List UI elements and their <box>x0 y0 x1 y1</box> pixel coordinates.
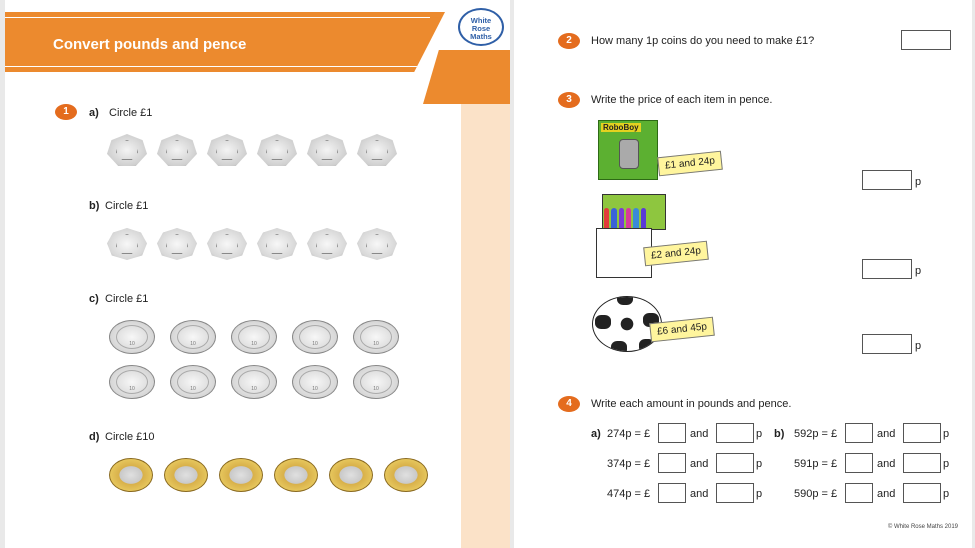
q4b-row-3-label: 590p = £ <box>794 488 838 500</box>
question-number-3: 3 <box>558 92 580 108</box>
q3-answer-box-2[interactable] <box>862 259 912 279</box>
q4a-row-1-label: 274p = £ <box>607 428 651 440</box>
and-word: and <box>877 458 896 470</box>
page-title: Convert pounds and pence <box>53 36 247 53</box>
twenty-pence-coin[interactable] <box>157 228 197 260</box>
q4b-row-2-label: 591p = £ <box>794 458 838 470</box>
q3-answer-box-1[interactable] <box>862 170 912 190</box>
q4-text: Write each amount in pounds and pence. <box>591 398 792 410</box>
q1c-coins-row-1 <box>109 320 414 354</box>
and-word: and <box>690 458 709 470</box>
twenty-pence-coin[interactable] <box>357 228 397 260</box>
ten-pence-coin[interactable]: 10 <box>109 365 155 399</box>
q2-answer-box[interactable] <box>901 30 951 50</box>
two-pound-coin[interactable] <box>219 458 263 492</box>
twenty-pence-coin[interactable] <box>207 228 247 260</box>
ten-pence-coin[interactable]: 10 <box>353 365 399 399</box>
two-pound-coin[interactable] <box>164 458 208 492</box>
copyright-notice: © White Rose Maths 2019 <box>887 524 958 530</box>
two-pound-coin[interactable] <box>274 458 318 492</box>
price-tag-3: £6 and 45p <box>649 317 715 343</box>
q4b-label: b) <box>774 428 785 440</box>
fifty-pence-coin[interactable] <box>307 134 347 166</box>
and-word: and <box>690 428 709 440</box>
price-tag-2: £2 and 24p <box>643 241 709 267</box>
price-tag-1: £1 and 24p <box>657 151 723 177</box>
p-word: p <box>756 458 763 470</box>
and-word: and <box>877 428 896 440</box>
worksheet-right-page <box>514 0 972 548</box>
worksheet-left-page <box>5 0 510 548</box>
q1d-label: d) <box>89 431 100 443</box>
and-word: and <box>690 488 709 500</box>
crayons-picture <box>604 208 648 228</box>
q4b-row-1-label: 592p = £ <box>794 428 838 440</box>
ten-pence-coin[interactable]: 10 <box>292 365 338 399</box>
q3-unit-2: p <box>915 265 922 277</box>
q4b-row-2-pounds-box[interactable] <box>845 453 873 473</box>
question-number-1: 1 <box>55 104 77 120</box>
q4a-row-2-label: 374p = £ <box>607 458 651 470</box>
p-word: p <box>756 428 763 440</box>
q1a-label: a) <box>89 107 99 119</box>
ten-pence-coin[interactable]: 10 <box>231 320 277 354</box>
game-box-title: RoboBoy <box>603 123 639 132</box>
ten-pence-coin[interactable]: 10 <box>109 320 155 354</box>
q1c-coins-row-2 <box>109 365 414 399</box>
ten-pence-coin[interactable]: 10 <box>170 320 216 354</box>
q4a-row-2-pence-box[interactable] <box>716 453 754 473</box>
q4a-row-3-pence-box[interactable] <box>716 483 754 503</box>
q3-unit-3: p <box>915 340 922 352</box>
ten-pence-coin[interactable]: 10 <box>292 320 338 354</box>
question-number-2: 2 <box>558 33 580 49</box>
fifty-pence-coin[interactable] <box>257 134 297 166</box>
ten-pence-coin[interactable]: 10 <box>231 365 277 399</box>
fifty-pence-coin[interactable] <box>357 134 397 166</box>
q4a-row-3-label: 474p = £ <box>607 488 651 500</box>
twenty-pence-coin[interactable] <box>257 228 297 260</box>
q1d-coins <box>109 458 439 492</box>
q4b-row-3-pence-box[interactable] <box>903 483 941 503</box>
q1b-coins <box>107 228 407 260</box>
p-word: p <box>756 488 763 500</box>
p-word: p <box>943 428 950 440</box>
fifty-pence-coin[interactable] <box>107 134 147 166</box>
q4b-row-3-pounds-box[interactable] <box>845 483 873 503</box>
q4b-row-1-pounds-box[interactable] <box>845 423 873 443</box>
and-word: and <box>877 488 896 500</box>
q4a-row-2-pounds-box[interactable] <box>658 453 686 473</box>
two-pound-coin[interactable] <box>329 458 373 492</box>
decorative-triangle <box>423 50 510 104</box>
twenty-pence-coin[interactable] <box>307 228 347 260</box>
q4a-row-1-pounds-box[interactable] <box>658 423 686 443</box>
q1a-text: Circle £1 <box>109 107 153 119</box>
ten-pence-coin[interactable]: 10 <box>353 320 399 354</box>
q1c-text: Circle £1 <box>105 293 149 305</box>
q1a-coins <box>107 134 407 166</box>
two-pound-coin[interactable] <box>109 458 153 492</box>
q3-text: Write the price of each item in pence. <box>591 94 773 106</box>
q3-answer-box-3[interactable] <box>862 334 912 354</box>
q1b-label: b) <box>89 200 100 212</box>
q4a-label: a) <box>591 428 601 440</box>
q4b-row-1-pence-box[interactable] <box>903 423 941 443</box>
question-number-4: 4 <box>558 396 580 412</box>
roboboy-game-picture <box>598 120 658 180</box>
q2-text: How many 1p coins do you need to make £1? <box>591 35 815 47</box>
white-rose-maths-logo: White Rose Maths <box>458 8 504 46</box>
q4a-row-3-pounds-box[interactable] <box>658 483 686 503</box>
q1c-label: c) <box>89 293 99 305</box>
decorative-stripe <box>461 100 510 548</box>
p-word: p <box>943 458 950 470</box>
fifty-pence-coin[interactable] <box>157 134 197 166</box>
q3-unit-1: p <box>915 176 922 188</box>
q1b-text: Circle £1 <box>105 200 149 212</box>
q4a-row-1-pence-box[interactable] <box>716 423 754 443</box>
ten-pence-coin[interactable]: 10 <box>170 365 216 399</box>
twenty-pence-coin[interactable] <box>107 228 147 260</box>
q1d-text: Circle £10 <box>105 431 155 443</box>
fifty-pence-coin[interactable] <box>207 134 247 166</box>
two-pound-coin[interactable] <box>384 458 428 492</box>
q4b-row-2-pence-box[interactable] <box>903 453 941 473</box>
p-word: p <box>943 488 950 500</box>
